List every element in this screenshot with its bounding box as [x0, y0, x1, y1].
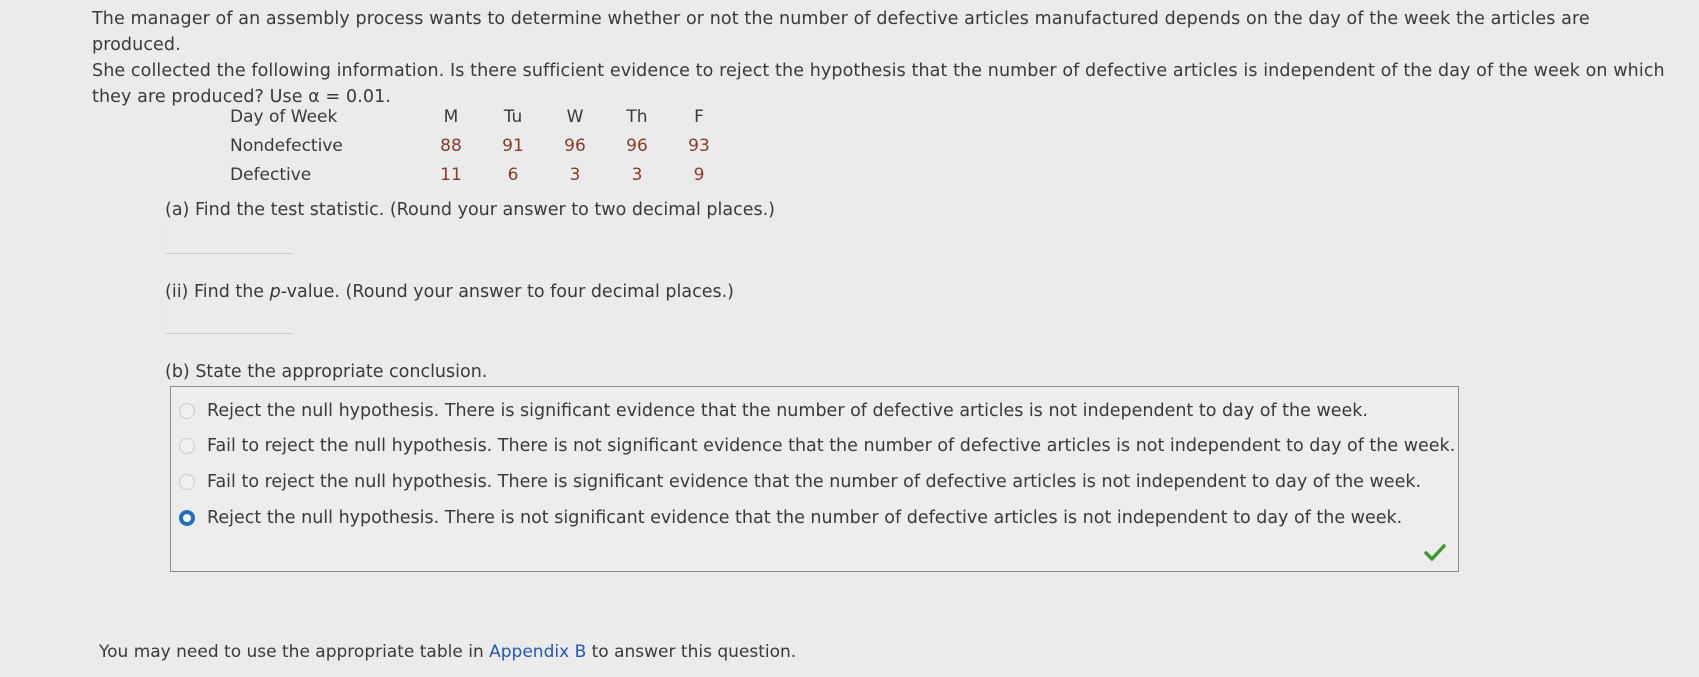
- part-b-prompt: (b) State the appropriate conclusion.: [165, 362, 488, 382]
- footer-note: [99, 642, 796, 662]
- part-a-prompt: (a) Find the test statistic. (Round your answer to two decimal places.): [165, 200, 775, 220]
- conclusion-option-1[interactable]: [179, 396, 1368, 426]
- table-cell: 3: [569, 164, 581, 185]
- table-cell: 3: [631, 164, 643, 185]
- table-cell: 96: [626, 135, 648, 156]
- table-row: [230, 160, 730, 189]
- footer-text: You may need to use the appropriate table in: [99, 642, 490, 662]
- part-a-ii-prompt: [165, 282, 734, 302]
- checkmark-icon: [1424, 543, 1446, 561]
- radio-button[interactable]: [179, 403, 195, 419]
- question-line-3: they are produced? Use α = 0.01.: [92, 87, 391, 107]
- test-statistic-input[interactable]: [165, 225, 293, 254]
- question-line-2: She collected the following information. Is there sufficient evidence to reject the hypothesis that the number of defective articles is independent of the day of the week on which: [92, 61, 1665, 81]
- table-cell: 88: [440, 135, 462, 156]
- table-cell: 96: [564, 135, 586, 156]
- day-of-week-label: Day of Week: [230, 106, 338, 127]
- conclusion-options: [170, 386, 1459, 572]
- table-cell: 11: [440, 164, 462, 185]
- appendix-b-link[interactable]: Appendix B: [489, 642, 587, 662]
- footer-text-end: to answer this question.: [586, 642, 797, 662]
- conclusion-option-4[interactable]: [179, 503, 1402, 533]
- table-cell: 9: [693, 164, 705, 185]
- option-label: Reject the null hypothesis. There is not significant evidence that the number of defective articles is not independent to day of the week.: [207, 508, 1403, 528]
- day-header: M: [443, 106, 459, 127]
- conclusion-option-3[interactable]: [179, 467, 1421, 497]
- row-label: Nondefective: [230, 135, 343, 156]
- day-header: F: [694, 106, 704, 127]
- p-value-input[interactable]: [165, 305, 293, 334]
- radio-button-selected[interactable]: [179, 510, 195, 526]
- row-label: Defective: [230, 164, 312, 185]
- option-label: Fail to reject the null hypothesis. There is not significant evidence that the number of defective articles is not independent to day of the week.: [207, 436, 1456, 456]
- conclusion-option-2[interactable]: [179, 431, 1455, 461]
- radio-button[interactable]: [179, 474, 195, 490]
- table-cell: 93: [688, 135, 710, 156]
- option-label: Fail to reject the null hypothesis. There is significant evidence that the number of defective articles is not independent to day of the week.: [207, 472, 1422, 492]
- table-row: [230, 131, 730, 160]
- table-header-row: [230, 102, 730, 131]
- radio-button[interactable]: [179, 438, 195, 454]
- question-line-1: The manager of an assembly process wants to determine whether or not the number of defective articles manufactured depends on the day of the week the articles are produced.: [92, 9, 1590, 55]
- day-header: Th: [626, 106, 648, 127]
- day-header: Tu: [503, 106, 523, 127]
- table-cell: 6: [507, 164, 519, 185]
- data-table: [230, 102, 730, 189]
- table-cell: 91: [502, 135, 524, 156]
- question-text: [92, 6, 1682, 110]
- p-value-prompt: (ii) Find the p-value. (Round your answer to four decimal places.): [165, 282, 734, 302]
- day-header: W: [566, 106, 584, 127]
- option-label: Reject the null hypothesis. There is significant evidence that the number of defective articles is not independent to day of the week.: [207, 401, 1368, 421]
